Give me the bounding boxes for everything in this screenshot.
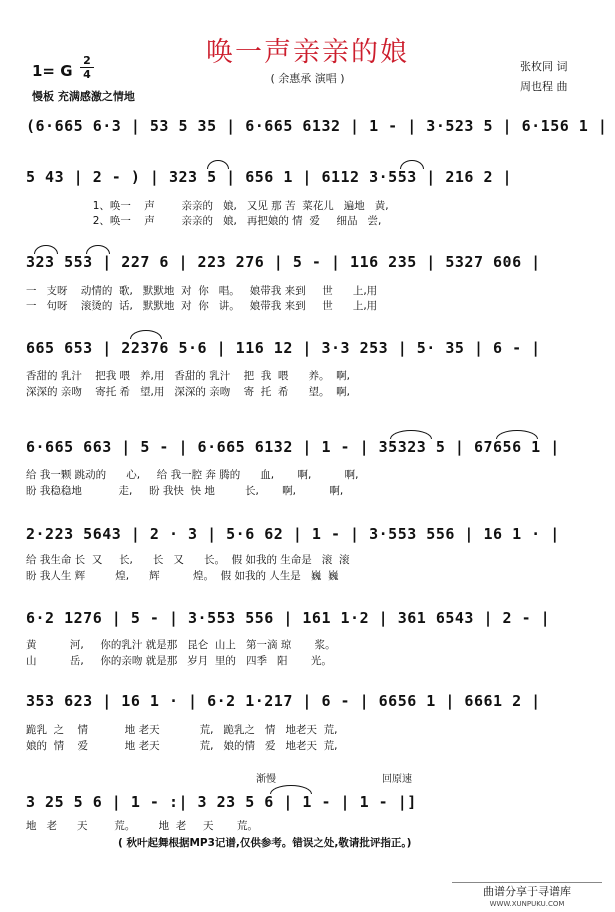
notation-line-5: 6·665 663 | 5 - | 6·665 6132 | 1 - | 35323 5 | 67656 1 |	[26, 438, 560, 456]
lyric-line-2-2: 2、唤一 声 亲亲的 娘, 再把娘的 情 爱 细品 尝,	[26, 215, 382, 227]
slur-mark	[130, 330, 162, 339]
slur-mark	[86, 245, 110, 254]
notation-line-2: 5 43 | 2 - ) | 323 5 | 656 1 | 6112 3·553 | 216 2 |	[26, 168, 513, 186]
lyric-line-6-1: 给 我生命 长 又 长, 长 又 长。 假 如我的 生命是 滚 滚	[26, 554, 350, 566]
notation-line-8: 353 623 | 16 1 · | 6·2 1·217 | 6 - | 6656 1 | 6661 2 |	[26, 692, 541, 710]
time-signature-bottom: 4	[83, 68, 91, 81]
notation-line-4: 665 653 | 22376 5·6 | 116 12 | 3·3 253 | 5· 35 | 6 - |	[26, 339, 541, 357]
lyric-line-7-2: 山 岳, 你的亲吻 就是那 岁月 里的 四季 阳 光。	[26, 655, 332, 667]
lyric-line-3-1: 一 支呀 动情的 歌, 默默地 对 你 唱。 娘带我 来到 世 上,用	[26, 285, 378, 297]
slur-mark	[34, 245, 58, 254]
lyric-line-8-1: 跪乳 之 情 地 老天 荒, 跪乳之 情 地老天 荒,	[26, 724, 338, 736]
performer: ( 余惠承 演唱 )	[270, 72, 345, 85]
lyric-line-2-1: 1、唤一 声 亲亲的 娘, 又见 那 苦 菜花儿 遍地 黄,	[26, 200, 389, 212]
watermark-text: 曲谱分享于寻谱库	[483, 885, 571, 898]
a-tempo-mark: 回原速	[382, 774, 412, 785]
slur-mark	[496, 430, 538, 439]
lyric-line-8-2: 娘的 情 爱 地 老天 荒, 娘的情 爱 地老天 荒,	[26, 740, 338, 752]
notation-line-6: 2·223 5643 | 2 · 3 | 5·6 62 | 1 - | 3·553 556 | 16 1 · |	[26, 525, 560, 543]
notation-line-3: 323 553 | 227 6 | 223 276 | 5 - | 116 235 | 5327 606 |	[26, 253, 541, 271]
transcriber-note: ( 秋叶起舞根据MP3记谱,仅供参考。错误之处,敬请批评指正。)	[118, 837, 412, 849]
time-signature	[80, 55, 94, 80]
lyric-line-5-1: 给 我一颗 跳动的 心, 给 我一腔 奔 腾的 血, 啊, 啊,	[26, 469, 359, 481]
composer-credit: 周也程 曲	[520, 80, 568, 93]
lyric-line-4-1: 香甜的 乳汁 把我 喂 养,用 香甜的 乳汁 把 我 喂 养。 啊,	[26, 370, 350, 382]
watermark-footer	[452, 882, 602, 907]
lyric-line-4-2: 深深的 亲吻 寄托 希 望,用 深深的 亲吻 寄 托 希 望。 啊,	[26, 386, 350, 398]
lyric-line-9-1: 地 老 天 荒。 地 老 天 荒。	[26, 820, 258, 832]
lyric-line-7-1: 黄 河, 你的乳汁 就是那 昆仑 山上 第一滴 琼 浆。	[26, 639, 336, 651]
slur-mark	[400, 160, 424, 169]
watermark-site: WWW.XUNPUKU.COM	[489, 900, 565, 908]
tempo-marking: 慢板 充满感激之情地	[32, 90, 135, 103]
slur-mark	[390, 430, 432, 439]
song-title: 唤一声亲亲的娘	[206, 37, 409, 68]
key-signature: 1= G	[32, 62, 73, 80]
time-signature-top: 2	[83, 54, 91, 67]
slur-mark	[207, 160, 229, 169]
ritardando-mark: 渐慢	[256, 774, 276, 785]
lyric-line-5-2: 盼 我稳稳地 走, 盼 我快 快 地 长, 啊, 啊,	[26, 485, 344, 497]
notation-line-1: (6·665 6·3 | 53 5 35 | 6·665 6132 | 1 - | 3·523 5 | 6·156 1 |	[26, 117, 608, 135]
notation-line-7: 6·2 1276 | 5 - | 3·553 556 | 161 1·2 | 361 6543 | 2 - |	[26, 609, 551, 627]
slur-mark	[270, 785, 312, 794]
lyricist-credit: 张枚同 词	[520, 60, 568, 73]
notation-line-9: 3 25 5 6 | 1 - :| 3 23 5 6 | 1 - | 1 - |]	[26, 793, 417, 811]
lyric-line-6-2: 盼 我人生 辉 煌, 辉 煌。 假 如我的 人生是 巍 巍	[26, 570, 339, 582]
lyric-line-3-2: 一 句呀 滚烫的 话, 默默地 对 你 讲。 娘带我 来到 世 上,用	[26, 300, 378, 312]
